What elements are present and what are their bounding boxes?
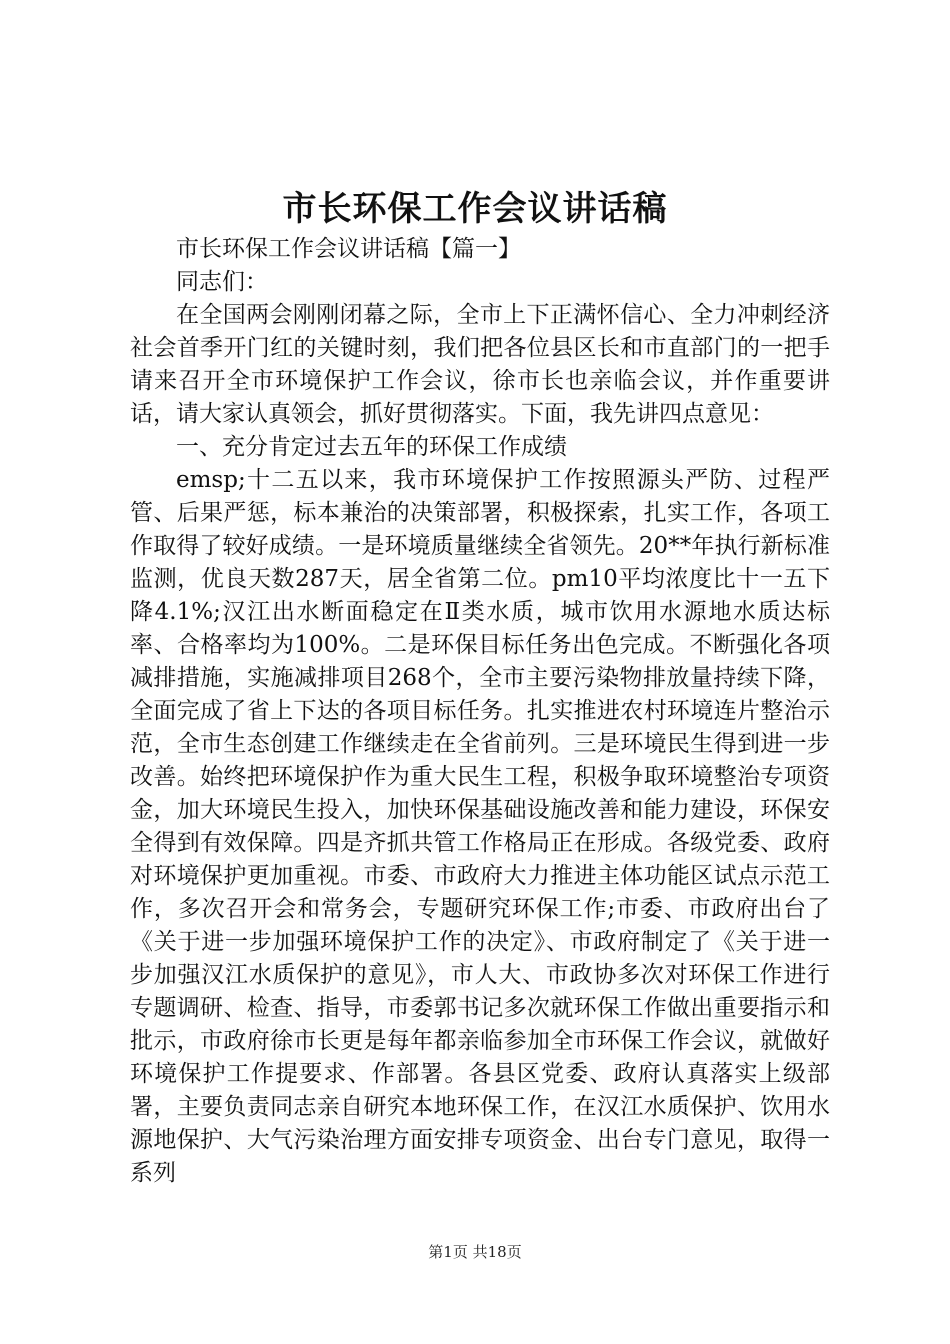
document-title: 市长环保工作会议讲话稿 [282,189,668,229]
section-heading: 市长环保工作会议讲话稿【篇一】 [176,236,521,262]
body-paragraph: 在全国两会刚刚闭幕之际，全市上下正满怀信心、全力冲刺经济社会首季开门红的关键时刻，我们把各位县区长和市直部门的一把手请来召开全市环境保护工作会议，徐市长也亲临会议，并作重要讲话，请大家认真领会，抓好贯彻落实。下面，我先讲四点意见： [130,302,830,427]
body-paragraph: emsp;十二五以来，我市环境保护工作按照源头严防、过程严管、后果严惩，标本兼治的决策部署，积极探索，扎实工作，各项工作取得了较好成绩。一是环境质量继续全省领先。20**年执行新标准监测，优良天数287天，居全省第二位。pm10平均浓度比十一五下降4.1%;汉江出水断面稳定在Ⅱ类水质，城市饮用水源地水质达标率、合格率均为100%。二是环保目标任务出色完成。不断强化各项减排措施，实施减排项目268个，全市主要污染物排放量持续下降，全面完成了省上下达的各项目标任务。扎实推进农村环境连片整治示范，全市生态创建工作继续走在全省前列。三是环境民生得到进一步改善。始终把环境保护作为重大民生工程，积极争取环境整治专项资金，加大环境民生投入，加快环保基础设施改善和能力建设，环保安全得到有效保障。四是齐抓共管工作格局正在形成。各级党委、政府对环境保护更加重视。市委、市政府大力推进主体功能区试点示范工作，多次召开会和常务会，专题研究环保工作;市委、市政府出台了《关于进一步加强环境保护工作的决定》、市政府制定了《关于进一步加强汉江水质保护的意见》，市人大、市政协多次对环保工作进行专题调研、检查、指导，市委郭书记多次就环保工作做出重要指示和批示，市政府徐市长更是每年都亲临参加全市环保工作会议，就做好环境保护工作提要求、作部署。各县区党委、政府认真落实上级部署，主要负责同志亲自研究本地环保工作，在汉江水质保护、饮用水源地保护、大气污染治理方面安排专项资金、出台专门意见，取得一系列 [130,467,830,1186]
document-body [130,233,830,1190]
page-footer: 第1页 共18页 [428,1243,522,1261]
subheading: 一、充分肯定过去五年的环保工作成绩 [176,434,567,460]
salutation: 同志们： [176,269,268,295]
